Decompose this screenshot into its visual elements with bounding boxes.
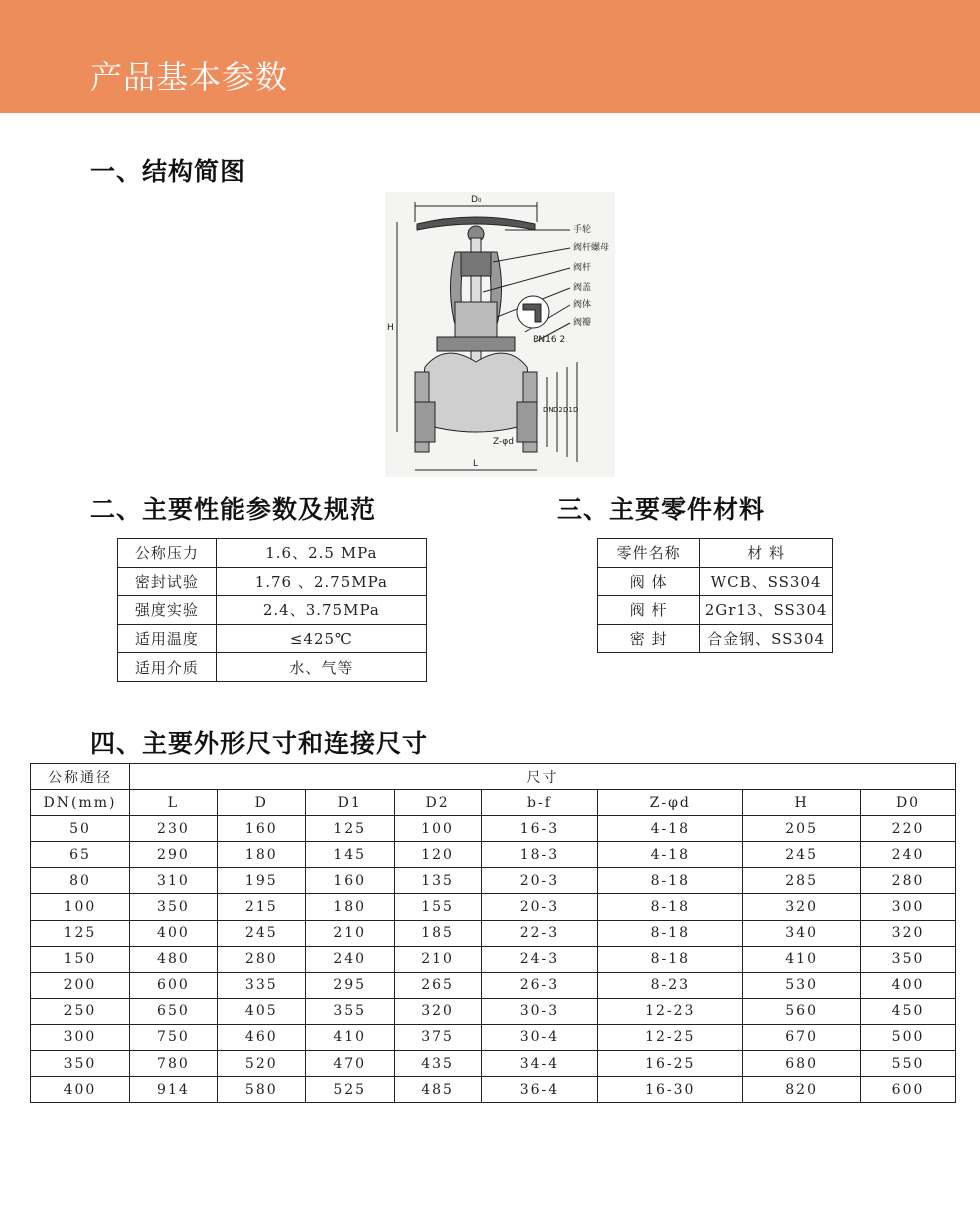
param-name-cell: 适用介质 [118,653,217,682]
dimension-value-cell: 195 [217,868,305,894]
section-title-materials: 三、主要零件材料 [557,495,766,524]
dimension-value-cell: 240 [861,842,956,868]
dimension-value-cell: 285 [743,868,861,894]
material-cell: 2Gr13、SS304 [700,596,833,625]
dimension-value-cell: 22-3 [481,920,598,946]
dn-header-cell: 公称通径 [31,764,130,790]
dimension-value-cell: 16-30 [598,1077,743,1103]
dimension-value-cell: 560 [743,998,861,1024]
param-value-cell: 2.4、3.75MPa [216,596,426,625]
dn-value-cell: 150 [31,946,130,972]
dimension-value-cell: 410 [743,946,861,972]
label-stem-nut: 阀杆螺母 [573,243,610,253]
dimension-value-cell: 320 [743,894,861,920]
dimension-value-cell: 600 [861,1077,956,1103]
table-row [598,624,833,653]
param-name-cell: 密封试验 [118,567,217,596]
dimension-value-cell: 280 [861,868,956,894]
materials-table-body [598,539,833,653]
dn-value-cell: 80 [31,868,130,894]
dim-l-label: L [473,459,479,469]
table-row [31,868,956,894]
table-header-row [598,539,833,568]
dimension-value-cell: 240 [305,946,394,972]
dimension-value-cell: 145 [305,842,394,868]
dimension-value-cell: 100 [394,816,481,842]
dn-value-cell: 125 [31,920,130,946]
dimension-value-cell: 485 [394,1077,481,1103]
dimension-value-cell: 180 [305,894,394,920]
section-title-dimensions: 四、主要外形尺寸和连接尺寸 [90,729,429,758]
dimension-value-cell: 135 [394,868,481,894]
dimensions-table [30,763,956,1103]
dimension-value-cell: 350 [129,894,217,920]
dim-d0-label: D₀ [471,195,482,205]
dimension-value-cell: 340 [743,920,861,946]
table-row [118,567,427,596]
dimension-value-cell: 30-4 [481,1024,598,1050]
dimension-value-cell: 820 [743,1077,861,1103]
dimension-value-cell: 8-18 [598,894,743,920]
dimension-value-cell: 400 [129,920,217,946]
dimension-value-cell: 230 [129,816,217,842]
dimensions-table-body [31,764,956,1103]
table-header-row [31,790,956,816]
dimension-value-cell: 160 [305,868,394,894]
table-row [598,596,833,625]
param-value-cell: 1.6、2.5 MPa [216,539,426,568]
param-value-cell: 1.76 、2.75MPa [216,567,426,596]
valve-diagram-svg [385,192,615,477]
dimension-value-cell: 24-3 [481,946,598,972]
column-header-cell: Z-φd [598,790,743,816]
dimension-value-cell: 16-25 [598,1051,743,1077]
dn-value-cell: 200 [31,972,130,998]
dimension-value-cell: 12-25 [598,1024,743,1050]
table-row [598,567,833,596]
param-name-cell: 适用温度 [118,624,217,653]
dimension-value-cell: 155 [394,894,481,920]
dimension-value-cell: 580 [217,1077,305,1103]
dimension-value-cell: 460 [217,1024,305,1050]
dimension-value-cell: 650 [129,998,217,1024]
table-row [31,1051,956,1077]
dimension-value-cell: 680 [743,1051,861,1077]
dimension-value-cell: 450 [861,998,956,1024]
param-name-cell: 公称压力 [118,539,217,568]
dimension-value-cell: 220 [861,816,956,842]
table-row [31,972,956,998]
dimension-value-cell: 600 [129,972,217,998]
valve-structure-diagram [385,192,615,477]
dimension-value-cell: 295 [305,972,394,998]
section-title-structure: 一、结构简图 [90,157,247,186]
dimension-value-cell: 550 [861,1051,956,1077]
dimension-value-cell: 4-18 [598,816,743,842]
dimension-value-cell: 500 [861,1024,956,1050]
dimension-value-cell: 470 [305,1051,394,1077]
dimension-value-cell: 120 [394,842,481,868]
table-row [31,1077,956,1103]
column-header-cell: b-f [481,790,598,816]
dimension-value-cell: 16-3 [481,816,598,842]
dimension-value-cell: 185 [394,920,481,946]
dn-unit-header-cell: DN(mm) [31,790,130,816]
dimension-value-cell: 310 [129,868,217,894]
label-bonnet: 阀盖 [573,283,592,293]
dimension-value-cell: 530 [743,972,861,998]
dimension-value-cell: 215 [217,894,305,920]
column-header-cell: D1 [305,790,394,816]
dimension-value-cell: 520 [217,1051,305,1077]
dn-value-cell: 250 [31,998,130,1024]
dimension-value-cell: 435 [394,1051,481,1077]
dimension-value-cell: 410 [305,1024,394,1050]
dimension-value-cell: 34-4 [481,1051,598,1077]
dimension-value-cell: 265 [394,972,481,998]
table-row [31,816,956,842]
dimension-value-cell: 160 [217,816,305,842]
dim-d2-label: D2 [553,406,563,414]
column-header-cell: L [129,790,217,816]
dimension-value-cell: 20-3 [481,868,598,894]
table-row [31,998,956,1024]
column-header-cell: 材 料 [700,539,833,568]
dimension-value-cell: 8-18 [598,868,743,894]
column-header-cell: D2 [394,790,481,816]
param-value-cell: ≤425℃ [216,624,426,653]
dimension-value-cell: 26-3 [481,972,598,998]
dimension-value-cell: 320 [861,920,956,946]
dimension-value-cell: 405 [217,998,305,1024]
pressure-mark: PN16 2 [533,335,566,345]
dimension-value-cell: 205 [743,816,861,842]
dimension-value-cell: 914 [129,1077,217,1103]
material-cell: 合金钢、SS304 [700,624,833,653]
table-header-row [31,764,956,790]
column-header-cell: D0 [861,790,956,816]
dimension-value-cell: 750 [129,1024,217,1050]
dimension-value-cell: 8-23 [598,972,743,998]
dim-z-label: Z-φd [493,437,514,447]
dimension-value-cell: 245 [217,920,305,946]
dimension-value-cell: 290 [129,842,217,868]
column-header-cell: 零件名称 [598,539,700,568]
dimension-value-cell: 320 [394,998,481,1024]
performance-table [117,538,427,682]
dimension-value-cell: 780 [129,1051,217,1077]
dimension-value-cell: 125 [305,816,394,842]
part-name-cell: 密 封 [598,624,700,653]
dn-value-cell: 300 [31,1024,130,1050]
part-name-cell: 阀 杆 [598,596,700,625]
dimension-value-cell: 335 [217,972,305,998]
dimension-value-cell: 400 [861,972,956,998]
label-handwheel: 手轮 [573,225,592,235]
dimension-value-cell: 180 [217,842,305,868]
param-value-cell: 水、气等 [216,653,426,682]
dimension-value-cell: 20-3 [481,894,598,920]
dim-dn-label: DN [543,406,554,414]
table-row [31,1024,956,1050]
header-banner [0,0,980,113]
label-stem: 阀杆 [573,263,592,273]
table-row [118,596,427,625]
dn-value-cell: 65 [31,842,130,868]
size-header-cell: 尺寸 [129,764,955,790]
material-cell: WCB、SS304 [700,567,833,596]
dimension-value-cell: 350 [861,946,956,972]
column-header-cell: D [217,790,305,816]
table-row [118,624,427,653]
section-title-performance: 二、主要性能参数及规范 [90,495,377,524]
dim-d-label: D [573,406,579,414]
table-row [118,539,427,568]
dimension-value-cell: 670 [743,1024,861,1050]
dn-value-cell: 100 [31,894,130,920]
dn-value-cell: 400 [31,1077,130,1103]
label-disc: 阀瓣 [573,318,592,328]
dimension-value-cell: 525 [305,1077,394,1103]
dimension-value-cell: 18-3 [481,842,598,868]
dimension-value-cell: 12-23 [598,998,743,1024]
table-row [31,946,956,972]
dimension-value-cell: 210 [305,920,394,946]
dimension-value-cell: 4-18 [598,842,743,868]
dimension-value-cell: 245 [743,842,861,868]
part-name-cell: 阀 体 [598,567,700,596]
dimension-value-cell: 300 [861,894,956,920]
dimension-value-cell: 280 [217,946,305,972]
performance-table-body [118,539,427,682]
param-name-cell: 强度实验 [118,596,217,625]
dim-d1-label: D1 [563,406,573,414]
dimension-value-cell: 480 [129,946,217,972]
dimension-value-cell: 36-4 [481,1077,598,1103]
dn-value-cell: 50 [31,816,130,842]
table-row [31,842,956,868]
dimension-value-cell: 210 [394,946,481,972]
dim-h-label: H [387,323,394,333]
dn-value-cell: 350 [31,1051,130,1077]
label-body: 阀体 [573,300,592,310]
materials-table [597,538,833,653]
dimension-value-cell: 8-18 [598,946,743,972]
page-title: 产品基本参数 [90,58,289,96]
table-row [118,653,427,682]
dimension-value-cell: 355 [305,998,394,1024]
table-row [31,894,956,920]
column-header-cell: H [743,790,861,816]
dimension-value-cell: 30-3 [481,998,598,1024]
dimension-value-cell: 8-18 [598,920,743,946]
dimension-value-cell: 375 [394,1024,481,1050]
table-row [31,920,956,946]
